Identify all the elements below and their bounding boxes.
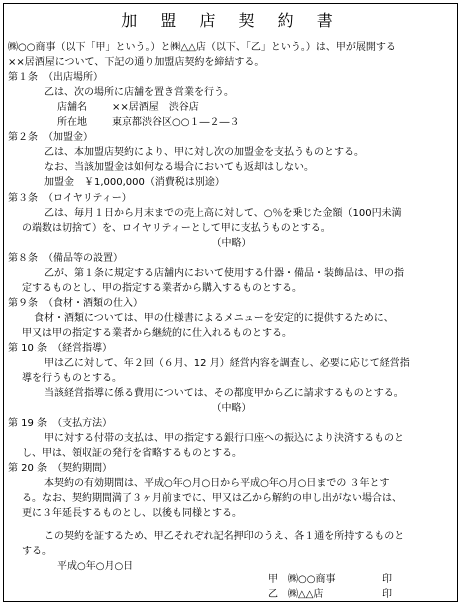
article-10-heading: 第 10 条 （経営指導）	[8, 343, 113, 354]
article-8-line-2: 定するものとし、甲の指定する業者から購入するものとする。	[22, 283, 302, 294]
party-a-label: 甲	[268, 574, 278, 585]
article-8-line-1: 乙が、第１条に規定する店舗内において使用する什器・備品・装飾品は、甲の指	[44, 268, 404, 279]
article-10-line-3: 当該経営指導に係る費用については、その都度甲から乙に請求するものとする。	[44, 388, 404, 399]
omission-mark-1: （中略）	[211, 238, 252, 249]
article-9-heading: 第９条 （食材・酒類の仕入）	[8, 298, 143, 309]
article-19-line-1: 甲に対する付帯の支払は、甲の指定する銀行口座への振込により決済するものと	[44, 433, 404, 444]
omission-mark-2: （中略）	[211, 403, 252, 414]
article-2-heading: 第２条 （加盟金）	[8, 132, 93, 143]
article-10-line-1: 甲は乙に対して、年２回（６月、12 月）経営内容を調査し、必要に応じて経営指	[44, 358, 410, 369]
address-label: 所在地	[57, 117, 87, 128]
party-b-seal: 印	[382, 589, 392, 600]
article-20-line-3: 更に３年延長するものとし、以後も同様とする。	[22, 508, 242, 519]
article-2-line-2: なお、当該加盟金は如何なる場合においても返却はしない。	[44, 162, 314, 173]
document-title: 加 盟 店 契 約 書	[121, 11, 342, 30]
store-name-value: ××居酒屋 渋谷店	[112, 102, 199, 113]
preamble-line-2: ××居酒屋について、下記の通り加盟店契約を締結する。	[8, 57, 265, 68]
article-20-heading: 第 20 条 （契約期間）	[8, 463, 113, 474]
party-b-name: ㈱△△店	[288, 589, 324, 600]
article-20-line-2: る。なお、契約期間満了３ヶ月前までに、甲又は乙から解約の申し出がない場合は、	[22, 493, 402, 504]
article-19-line-2: し、甲は、領収証の発行を省略するものとする。	[22, 448, 242, 459]
party-a-seal: 印	[382, 574, 392, 585]
article-1-heading: 第１条 （出店場所）	[8, 72, 103, 83]
article-9-line-2: 甲又は甲の指定する業者から継続的に仕入れるものとする。	[22, 328, 292, 339]
party-a-name: ㈱○○商事	[288, 574, 336, 585]
article-2-line-1: 乙は、本加盟店契約により、甲に対し次の加盟金を支払うものとする。	[44, 147, 364, 158]
closing-line-2: する。	[22, 546, 52, 557]
contract-date: 平成○年○月○日	[57, 561, 134, 572]
article-20-line-1: 本契約の有効期間は、平成○年○月○日から平成○年○月○日までの ３年とす	[44, 478, 390, 489]
article-10-line-2: 導を行うものとする。	[22, 373, 122, 384]
article-3-line-1: 乙は、毎月１日から月末までの売上高に対して、○％を乗じた金額（100円未満	[44, 208, 402, 219]
article-3-line-2: の端数は切捨て）を、ロイヤリティーとして甲に支払うものとする。	[22, 223, 331, 234]
party-b-label: 乙	[268, 589, 278, 600]
article-3-heading: 第３条 （ロイヤリティー）	[8, 193, 132, 204]
address-value: 東京都渋谷区○○１―２―３	[112, 117, 240, 128]
preamble-line-1: ㈱○○商事（以下「甲」という。）と㈱△△店（以下、「乙」という。）は、甲が展開する	[8, 42, 396, 53]
article-8-heading: 第８条 （備品等の設置）	[8, 253, 123, 264]
store-name-label: 店舗名	[57, 102, 87, 113]
article-1-body: 乙は、次の場所に店舗を置き営業を行う。	[44, 87, 234, 98]
article-9-line-1: 食材・酒類については、甲の仕様書によるメニューを安定的に提供するために、	[34, 313, 394, 324]
article-19-heading: 第 19 条 （支払方法）	[8, 418, 113, 429]
closing-line-1: この契約を証するため、甲乙それぞれ記名押印のうえ、各１通を所持するものと	[44, 531, 405, 542]
entry-fee-line: 加盟金 ￥1,000,000（消費税は別途）	[44, 177, 225, 188]
